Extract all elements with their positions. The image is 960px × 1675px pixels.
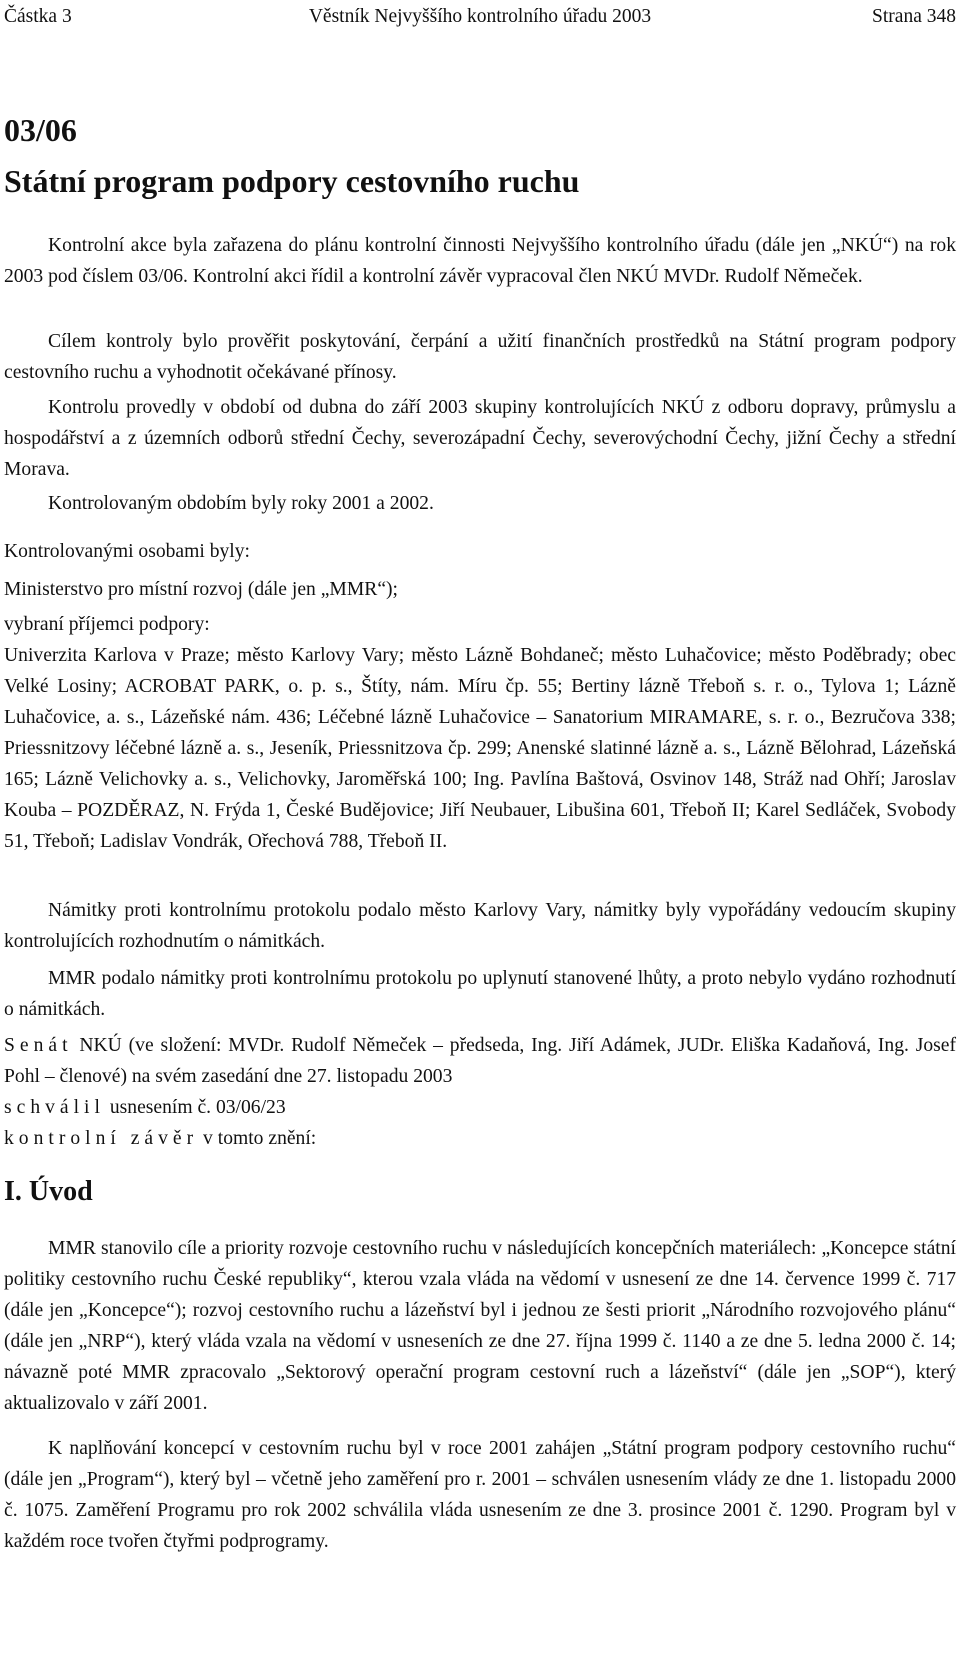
section-paragraph-1: MMR stanovilo cíle a priority rozvoje cestovního ruchu v následujících koncepčních materiálech: „Koncepce státní politiky cestovního ruchu České republiky“, kterou vzala vláda na vědomí v usnesení ze dne 14. července 1999 č. 717 (dále jen „Koncepce“); rozvoj cestovního ruchu a lázeňství byl i jednou ze šesti priorit „Národního rozvojového plánu“ (dále jen „NRP“), který vláda vzala na vědomí v usneseních ze dne 27. října 1999 č. 1140 a ze dne 5. ledna 2000 č. 14; návazně poté MMR zpracovalo „Sektorový operační program cestovní ruch a lázeňství“ (dále jen „SOP“), který aktualizovalo v září 2001. [4, 1238, 956, 1414]
controlled-period-block [4, 488, 956, 519]
period-paragraph-block [4, 392, 956, 485]
controlled-persons-heading-block [4, 536, 956, 567]
approved-text: usnesením č. 03/06/23 [104, 1097, 286, 1118]
paragraph-recipients-label: vybraní příjemci podpory: [4, 614, 210, 635]
section-paragraph-2-block [4, 1433, 956, 1557]
page-header [4, 4, 956, 30]
header-issue: Částka 3 [4, 6, 72, 27]
paragraph-objections: Námitky proti kontrolnímu protokolu podalo město Karlovy Vary, námitky byly vypořádány vedoucím skupiny kontrolujících rozhodnutím o námitkách. [4, 900, 956, 952]
paragraph-goal: Cílem kontroly bylo prověřit poskytování, čerpání a užití finančních prostředků na Státní program podpory cestovního ruchu a vyhodnotit očekávané přínosy. [4, 331, 956, 383]
paragraph-ministry: Ministerstvo pro místní rozvoj (dále jen „MMR“); [4, 579, 398, 600]
approved-word: schválil [4, 1097, 105, 1118]
paragraph-recipients-list: Univerzita Karlova v Praze; město Karlovy Vary; město Lázně Bohdaneč; město Luhačovice; město Poděbrady; obec Velké Losiny; ACROBAT PARK, o. p. s., Štíty, nám. Míru čp. 55; Bertiny lázně Třeboň s. r. o., Tylova 1; Lázně Luhačovice, a. s., Lázeňské nám. 436; Léčebné lázně Luhačovice – Sanatorium MIRAMARE, s. r. o., Bezručova 338; Priessnitzovy léčebné lázně a. s., Jeseník, Priessnitzova čp. 299; Anenské slatinné lázně a. s., Lázně Bělohrad, Lázeňská 165; Lázně Velichovky a. s., Velichovky, Jaroměřská 100; Ing. Pavlína Baštová, Osvinov 148, Stráž nad Ohří; Jaroslav Kouba – POZDĚRAZ, N. Frýda 1, České Budějovice; Jiří Neubauer, Libušina 601, Třeboň II; Karel Sedláček, Svobody 51, Třeboň; Ladislav Vondrák, Ořechová 788, Třeboň II. [4, 645, 956, 852]
objections-block [4, 895, 956, 957]
header-page-number: Strana 348 [872, 6, 956, 27]
section-heading-block [4, 1176, 956, 1208]
senate-block [4, 1030, 956, 1154]
ministry-block [4, 574, 956, 605]
document-title: Státní program podpory cestovního ruchu [4, 163, 580, 199]
paragraph-intro: Kontrolní akce byla zařazena do plánu kontrolní činnosti Nejvyššího kontrolního úřadu (dále jen „NKÚ“) na rok 2003 pod číslem 03/06. Kontrolní akci řídil a kontrolní závěr vypracoval člen NKÚ MVDr. Rudolf Němeček. [4, 235, 956, 287]
paragraph-senate [4, 1030, 956, 1092]
paragraph-inspectors: Kontrolu provedly v období od dubna do září 2003 skupiny kontrolujících NKÚ z odboru dopravy, průmyslu a hospodářství a z územních odborů střední Čechy, severozápadní Čechy, severovýchodní Čechy, jižní Čechy a střední Morava. [4, 397, 956, 480]
section-heading-intro: I. Úvod [4, 1176, 93, 1207]
paragraph-controlled-period: Kontrolovaným obdobím byly roky 2001 a 2002. [48, 493, 434, 514]
section-paragraph-1-block [4, 1233, 956, 1419]
paragraph-approved [4, 1092, 956, 1123]
conclusion-text: v tomto znění: [198, 1128, 317, 1149]
section-paragraph-2: K naplňování koncepcí v cestovním ruchu byl v roce 2001 zahájen „Státní program podpory cestovního ruchu“ (dále jen „Program“), který byl – včetně jeho zaměření pro r. 2001 – schválen usnesením vlády ze dne 1. listopadu 2000 č. 1075. Zaměření Programu pro rok 2002 schválila vláda usnesením ze dne 3. prosince 2001 č. 1290. Program byl v každém roce tvořen čtyřmi podprogramy. [4, 1438, 956, 1552]
recipients-block [4, 609, 956, 857]
conclusion-word: kontrolní závěr [4, 1128, 199, 1149]
paragraph-mmr-objections: MMR podalo námitky proti kontrolnímu protokolu po uplynutí stanovené lhůty, a proto nebylo vydáno rozhodnutí o námitkách. [4, 968, 956, 1020]
document-number: 03/06 [4, 112, 77, 148]
goal-paragraph-block [4, 326, 956, 388]
header-journal-title: Věstník Nejvyššího kontrolního úřadu 2003 [308, 6, 652, 27]
senate-word: Senát [4, 1035, 73, 1056]
intro-paragraph-block [4, 230, 956, 292]
paragraph-conclusion [4, 1123, 956, 1154]
document-number-block [4, 112, 956, 148]
senate-text: NKÚ (ve složení: MVDr. Rudolf Němeček – předseda, Ing. Jiří Adámek, JUDr. Eliška Kadaňová, Ing. Josef Pohl – členové) na svém zasedání dne 27. listopadu 2003 [4, 1035, 956, 1087]
paragraph-controlled-persons: Kontrolovanými osobami byly: [4, 541, 250, 562]
document-title-block [4, 163, 956, 199]
mmr-objections-block [4, 963, 956, 1025]
